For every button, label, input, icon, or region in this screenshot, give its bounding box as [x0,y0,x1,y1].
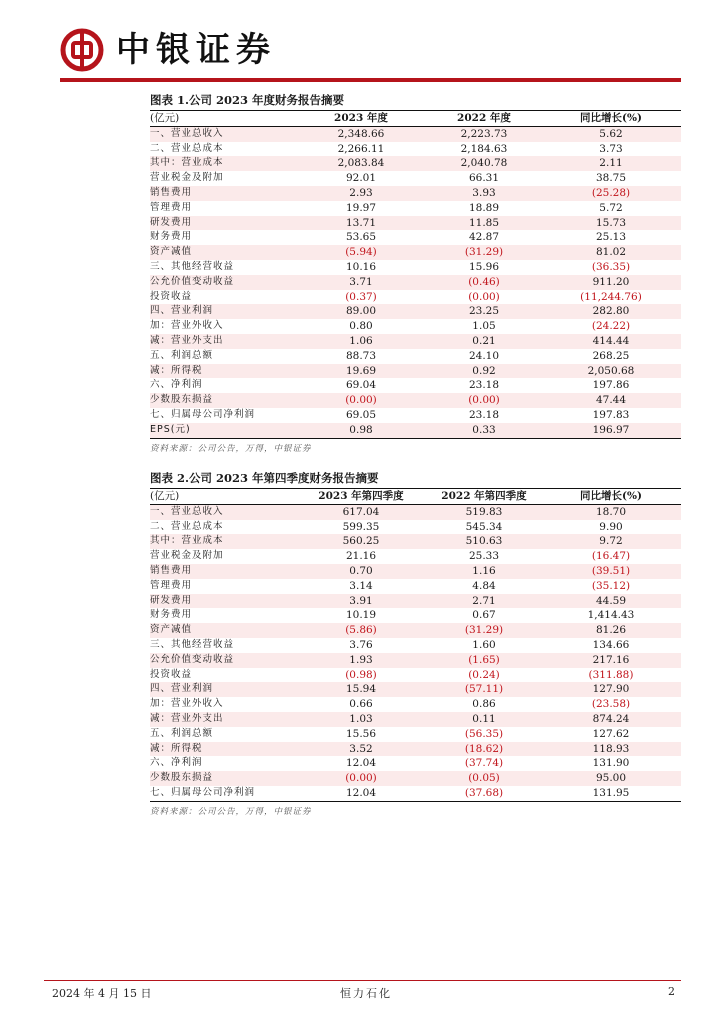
table-row [150,712,681,727]
table-cell: 19.97 [345,201,377,214]
table-cell: 25.13 [595,231,627,244]
table-1-title: 图表 1.公司 2023 年度财务报告摘要 [150,90,681,111]
table-cell: 53.65 [345,231,377,244]
page-number: 2 [668,985,675,998]
column-header: 同比增长(%) [541,111,681,126]
table-cell: 0.92 [427,364,541,379]
table-cell: 1.60 [472,638,496,651]
table-cell: 282.80 [541,304,681,319]
row-label: 销售费用 [150,564,295,579]
table-cell: 2.71 [427,594,541,609]
table-row [150,534,681,549]
table-cell: (31.29) [427,623,541,638]
table-row [150,742,681,757]
row-label: 减：所得税 [150,742,295,757]
row-label: 公允价值变动收益 [150,653,295,668]
table-cell: (0.46) [427,275,541,290]
table-cell: (1.65) [427,653,541,668]
table-row [150,142,681,157]
table-cell: 519.83 [427,504,541,519]
table-cell: (39.51) [541,564,681,579]
table-cell: (5.94) [295,245,427,260]
table-2 [150,489,681,801]
table-cell: 95.00 [541,771,681,786]
table-cell: 2.11 [541,156,681,171]
row-label: 三、其他经营收益 [150,638,235,650]
row-label: 投资收益 [150,290,193,302]
table-row [150,668,681,683]
table-cell: 15.56 [345,727,377,740]
table-cell: 44.59 [541,594,681,609]
table-cell: 2,040.78 [427,156,541,171]
table-cell: 18.70 [541,504,681,519]
table-cell: 1.05 [472,320,496,333]
table-cell: 25.33 [468,550,500,563]
table-cell: 9.90 [599,520,623,533]
table-cell: 217.16 [541,653,681,668]
table-cell: 0.70 [295,564,427,579]
table-cell: 23.18 [468,408,500,421]
row-label: 资产减值 [150,245,295,260]
table-row [150,171,681,186]
row-label: 二、营业总成本 [150,520,224,532]
table-cell: 12.04 [345,786,377,799]
table-cell: 268.25 [592,349,630,362]
row-label: 营业税金及附加 [150,550,224,562]
table-cell: 10.16 [345,260,377,273]
table-cell: 131.95 [592,786,630,799]
table-cell: 1,414.43 [587,609,635,622]
table-cell: (37.68) [464,786,504,799]
table-cell: 510.63 [427,534,541,549]
table-cell: 5.62 [541,126,681,141]
table-row [150,786,681,801]
page-header [0,0,724,84]
table-cell: 197.86 [592,379,630,392]
row-label: 加：营业外收入 [150,320,224,332]
table-cell: 3.93 [427,186,541,201]
table-row [150,304,681,319]
table-cell: 3.91 [295,594,427,609]
row-label: 四、营业利润 [150,682,295,697]
table-cell: 2.93 [295,186,427,201]
table-cell: 69.04 [345,379,377,392]
table-cell: 3.76 [349,638,373,651]
table-2-source: 资料来源：公司公告，万得，中银证券 [150,806,312,817]
table-cell: 0.67 [472,609,496,622]
row-label: 减：所得税 [150,364,295,379]
table-row [150,230,681,245]
footer-company: 恒力石化 [340,987,392,1000]
table-cell: 1.06 [295,334,427,349]
row-label: 五、利润总额 [150,349,214,361]
table-cell: (0.98) [345,668,377,681]
table-cell: (0.00) [468,290,500,303]
table-cell: 23.25 [427,304,541,319]
column-header: (亿元) [150,111,295,126]
table-row [150,364,681,379]
table-cell: 127.62 [592,727,630,740]
table-cell: 47.44 [541,393,681,408]
row-label: 研发费用 [150,594,295,609]
table-cell: 1.16 [427,564,541,579]
table-cell: (36.35) [591,260,631,273]
row-label: 少数股东损益 [150,771,295,786]
table-cell: 15.96 [468,260,500,273]
column-header: 2023 年第四季度 [295,489,427,504]
table-cell: 19.69 [295,364,427,379]
table-cell: 1.03 [295,712,427,727]
table-cell: (35.12) [591,579,631,592]
table-cell: 38.75 [595,172,627,185]
row-label: 营业税金及附加 [150,172,224,184]
row-label: 减：营业外支出 [150,712,295,727]
table-row [150,579,681,594]
footer-date: 2024 年 4 月 15 日 [52,987,152,1000]
table-row [150,216,681,231]
table-row [150,520,681,535]
row-label: 减：营业外支出 [150,334,295,349]
table-row [150,290,681,305]
column-header: 2023 年度 [295,111,427,126]
table-cell: (16.47) [591,550,631,563]
table-cell: 92.01 [345,172,377,185]
table-cell: 4.84 [472,579,496,592]
row-label: 四、营业利润 [150,304,295,319]
table-cell: (5.86) [295,623,427,638]
table-cell: 0.86 [472,698,496,711]
row-label: 其中：营业成本 [150,156,295,171]
table-cell: 3.14 [349,579,373,592]
table-cell: 69.05 [345,408,377,421]
table-cell: 21.16 [345,550,377,563]
table-cell: (57.11) [427,682,541,697]
table-row [150,623,681,638]
table-row [150,564,681,579]
row-label: 七、归属母公司净利润 [150,786,256,798]
table-row [150,393,681,408]
footer-rule [44,980,681,981]
table-row [150,126,681,141]
table-cell: 0.21 [427,334,541,349]
table-row [150,245,681,260]
table-cell: (37.74) [464,757,504,770]
header-rule [60,78,681,82]
table-row [150,594,681,609]
table-row [150,378,681,393]
table-cell: 66.31 [468,172,500,185]
table-row [150,682,681,697]
table-cell: 617.04 [295,504,427,519]
table-cell: 42.87 [468,231,500,244]
table-cell: (23.58) [591,698,631,711]
table-cell: 15.94 [295,682,427,697]
table-cell: 560.25 [295,534,427,549]
table-2-title: 图表 2.公司 2023 年第四季度财务报告摘要 [150,468,681,489]
table-cell: 414.44 [541,334,681,349]
table-row [150,156,681,171]
row-label: 销售费用 [150,186,295,201]
table-cell: 15.73 [541,216,681,231]
row-label: 一、营业总收入 [150,126,295,141]
table-cell: 13.71 [295,216,427,231]
table-row [150,349,681,364]
table-cell: 2,266.11 [337,142,385,155]
row-label: 管理费用 [150,201,193,213]
table-cell: (18.62) [427,742,541,757]
row-label: 财务费用 [150,231,193,243]
table-cell: 9.72 [541,534,681,549]
table-row [150,697,681,712]
table-cell: 131.90 [592,757,630,770]
table-cell: (24.22) [591,320,631,333]
column-header: 同比增长(%) [541,489,681,504]
column-header: 2022 年度 [427,111,541,126]
row-label: 五、利润总额 [150,727,214,739]
table-cell: 23.18 [468,379,500,392]
table-cell: 874.24 [541,712,681,727]
table-cell: 911.20 [541,275,681,290]
brand-name: 中银证券 [116,30,276,70]
row-label: 六、净利润 [150,757,203,769]
table-cell: 0.33 [427,423,541,438]
table-cell: 10.19 [345,609,377,622]
table-cell: 134.66 [592,638,630,651]
table-cell: 3.73 [599,142,623,155]
table-cell: 81.02 [541,245,681,260]
bank-of-china-logo-icon [60,28,104,72]
table-cell: (31.29) [427,245,541,260]
column-header: (亿元) [150,489,295,504]
table-cell: (0.05) [427,771,541,786]
table-cell: (56.35) [464,727,504,740]
table-row [150,549,681,564]
table-row [150,504,681,519]
table-row [150,771,681,786]
row-label: EPS(元) [150,423,295,438]
table-row [150,334,681,349]
row-label: 财务费用 [150,609,193,621]
table-row [150,727,681,742]
table-cell: 0.11 [427,712,541,727]
table-cell: (0.37) [345,290,377,303]
table-row [150,408,681,423]
table-row [150,423,681,438]
table-cell: 545.34 [465,520,503,533]
row-label: 加：营业外收入 [150,698,224,710]
row-label: 公允价值变动收益 [150,275,295,290]
table-row [150,638,681,653]
table-2-q4-summary [150,468,681,817]
row-label: 三、其他经营收益 [150,260,235,272]
table-cell: 3.71 [295,275,427,290]
table-cell: 88.73 [345,349,377,362]
table-cell: 0.66 [349,698,373,711]
table-cell: (311.88) [588,668,634,681]
row-label: 其中：营业成本 [150,534,295,549]
table-row [150,275,681,290]
table-row [150,608,681,623]
table-1 [150,111,681,438]
row-label: 投资收益 [150,668,193,680]
table-row [150,186,681,201]
row-label: 少数股东损益 [150,393,295,408]
table-cell: 3.52 [295,742,427,757]
table-cell: 11.85 [427,216,541,231]
table-cell: 2,050.68 [541,364,681,379]
table-row [150,201,681,216]
column-header: 2022 年第四季度 [427,489,541,504]
table-cell: (25.28) [541,186,681,201]
row-label: 二、营业总成本 [150,142,224,154]
table-cell: 196.97 [541,423,681,438]
table-cell: 127.90 [541,682,681,697]
table-row [150,653,681,668]
table-cell: 0.98 [295,423,427,438]
table-cell: 24.10 [468,349,500,362]
table-1-source: 资料来源：公司公告，万得，中银证券 [150,443,312,454]
table-cell: (0.24) [468,668,500,681]
table-row [150,260,681,275]
table-row [150,319,681,334]
table-cell: 1.93 [295,653,427,668]
table-cell: 599.35 [342,520,380,533]
row-label: 管理费用 [150,579,193,591]
table-cell: 81.26 [541,623,681,638]
row-label: 一、营业总收入 [150,504,295,519]
table-cell: 0.80 [349,320,373,333]
table-cell: 118.93 [541,742,681,757]
table-row [150,756,681,771]
table-cell: 2,083.84 [295,156,427,171]
table-cell: 18.89 [468,201,500,214]
table-1-annual-summary [150,90,681,454]
table-cell: (0.00) [295,393,427,408]
table-cell: (0.00) [427,393,541,408]
table-cell: 2,223.73 [427,126,541,141]
table-cell: 197.83 [592,408,630,421]
row-label: 六、净利润 [150,379,203,391]
table-cell: 5.72 [599,201,623,214]
table-cell: (0.00) [295,771,427,786]
table-cell: 2,348.66 [295,126,427,141]
row-label: 资产减值 [150,623,295,638]
table-cell: 89.00 [295,304,427,319]
row-label: 七、归属母公司净利润 [150,408,256,420]
table-cell: (11,244.76) [580,290,642,303]
table-cell: 12.04 [345,757,377,770]
table-cell: 2,184.63 [460,142,508,155]
row-label: 研发费用 [150,216,295,231]
